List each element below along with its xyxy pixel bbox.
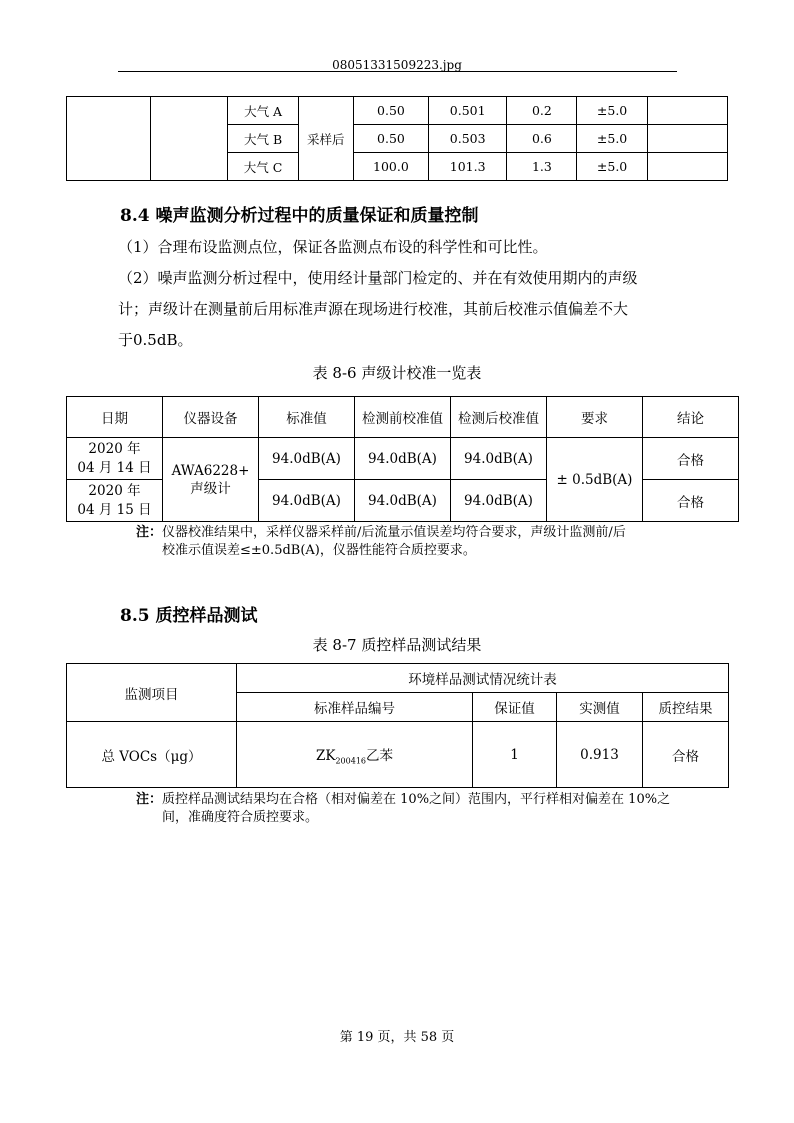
header-cell: 日期 xyxy=(67,397,163,438)
code-prefix: ZK xyxy=(315,747,336,764)
date-year: 2020 年 xyxy=(88,440,141,457)
paragraph-2-line-1: （2）噪声监测分析过程中，使用经计量部门检定的、并在有效使用期内的声级 xyxy=(118,269,638,287)
section-heading-8-5: 8.5 质控样品测试 xyxy=(120,606,258,626)
requirement-cell: ±5.0 xyxy=(577,125,647,153)
header-cell: 质控结果 xyxy=(643,693,729,722)
value-cell: 1.3 xyxy=(507,153,577,181)
header-filename: 08051331509223.jpg xyxy=(332,58,462,72)
value-cell: 0.503 xyxy=(429,125,507,153)
result-cell: 合格 xyxy=(643,480,739,522)
value-cell: 0.6 xyxy=(507,125,577,153)
value-cell: 94.0dB(A) xyxy=(451,438,547,480)
empty-cell xyxy=(647,125,727,153)
table-header-row xyxy=(67,397,739,438)
table-row xyxy=(67,97,728,125)
item-cell: 总 VOCs（μg） xyxy=(67,722,237,788)
value-cell: 101.3 xyxy=(429,153,507,181)
page-number: 第 19 页，共 58 页 xyxy=(339,1030,455,1045)
note-label: 注： xyxy=(136,525,163,540)
code-suffix: 乙苯 xyxy=(366,747,393,764)
value-cell: 94.0dB(A) xyxy=(259,480,355,522)
sample-name: 大气 A xyxy=(228,97,298,125)
code-sub: 200416 xyxy=(335,756,366,766)
qc-sample-table xyxy=(66,663,729,788)
paragraph-2-line-2: 计；声级计在测量前后用标准声源在现场进行校准，其前后校准示值偏差不大 xyxy=(118,300,629,318)
header-cell: 检测后校准值 xyxy=(451,397,547,438)
value-cell: 0.2 xyxy=(507,97,577,125)
sample-name: 大气 B xyxy=(228,125,298,153)
paragraph-2-line-3: 于0.5dB。 xyxy=(118,331,193,349)
requirement-cell: ±5.0 xyxy=(577,153,647,181)
note-line-2: 间，准确度符合质控要求。 xyxy=(162,810,319,825)
value-cell: 94.0dB(A) xyxy=(451,480,547,522)
result-cell: 合格 xyxy=(643,438,739,480)
note-label: 注： xyxy=(136,792,163,807)
header-cell: 检测前校准值 xyxy=(355,397,451,438)
value-cell: 1 xyxy=(473,722,557,788)
result-cell: 合格 xyxy=(643,722,729,788)
date-cell xyxy=(67,438,163,480)
device-cell xyxy=(163,438,259,522)
value-cell: 0.50 xyxy=(353,97,428,125)
note-line-2: 校准示值误差≤±0.5dB(A)，仪器性能符合质控要求。 xyxy=(162,543,476,558)
note-line-1: 仪器校准结果中，采样仪器采样前/后流量示值误差均符合要求，声级计监测前/后 xyxy=(162,525,626,540)
sample-name: 大气 C xyxy=(228,153,298,181)
table-caption-8-6: 表 8-6 声级计校准一览表 xyxy=(312,364,482,382)
paragraph-1: （1）合理布设监测点位，保证各监测点布设的科学性和可比性。 xyxy=(118,238,548,256)
table-caption-8-7: 表 8-7 质控样品测试结果 xyxy=(312,636,482,654)
date-year: 2020 年 xyxy=(88,482,141,499)
value-cell: 94.0dB(A) xyxy=(355,480,451,522)
header-divider xyxy=(118,71,677,72)
empty-cell xyxy=(67,97,151,181)
value-cell: 94.0dB(A) xyxy=(259,438,355,480)
date-day: 04 月 14 日 xyxy=(77,459,152,476)
header-cell: 实测值 xyxy=(557,693,643,722)
date-cell xyxy=(67,480,163,522)
empty-cell xyxy=(647,153,727,181)
value-cell: 0.913 xyxy=(557,722,643,788)
header-cell: 仪器设备 xyxy=(163,397,259,438)
header-cell: 要求 xyxy=(547,397,643,438)
value-cell: 0.501 xyxy=(429,97,507,125)
device-model: AWA6228+ xyxy=(171,462,250,479)
header-cell: 保证值 xyxy=(473,693,557,722)
flow-calibration-table xyxy=(66,96,728,181)
requirement-cell: ±5.0 xyxy=(577,97,647,125)
empty-cell xyxy=(151,97,228,181)
table-note-8-7 xyxy=(136,791,670,827)
sound-level-calibration-table xyxy=(66,396,739,522)
table-note-8-6 xyxy=(136,524,626,560)
group-header-cell: 环境样品测试情况统计表 xyxy=(237,664,729,693)
value-cell: 100.0 xyxy=(353,153,428,181)
header-cell: 结论 xyxy=(643,397,739,438)
header-cell: 标准值 xyxy=(259,397,355,438)
table-row xyxy=(67,438,739,480)
value-cell: 94.0dB(A) xyxy=(355,438,451,480)
device-type: 声级计 xyxy=(190,480,231,497)
section-heading-8-4: 8.4 噪声监测分析过程中的质量保证和质量控制 xyxy=(120,206,479,226)
header-cell: 标准样品编号 xyxy=(237,693,473,722)
table-row xyxy=(67,722,729,788)
value-cell: 0.50 xyxy=(353,125,428,153)
code-cell xyxy=(237,722,473,788)
stage-cell: 采样后 xyxy=(298,97,353,181)
table-header-row xyxy=(67,664,729,693)
note-line-1: 质控样品测试结果均在合格（相对偏差在 10%之间）范围内，平行样相对偏差在 10%之 xyxy=(162,792,671,807)
date-day: 04 月 15 日 xyxy=(77,501,152,518)
requirement-cell: ± 0.5dB(A) xyxy=(547,438,643,522)
empty-cell xyxy=(647,97,727,125)
header-cell: 监测项目 xyxy=(67,664,237,722)
